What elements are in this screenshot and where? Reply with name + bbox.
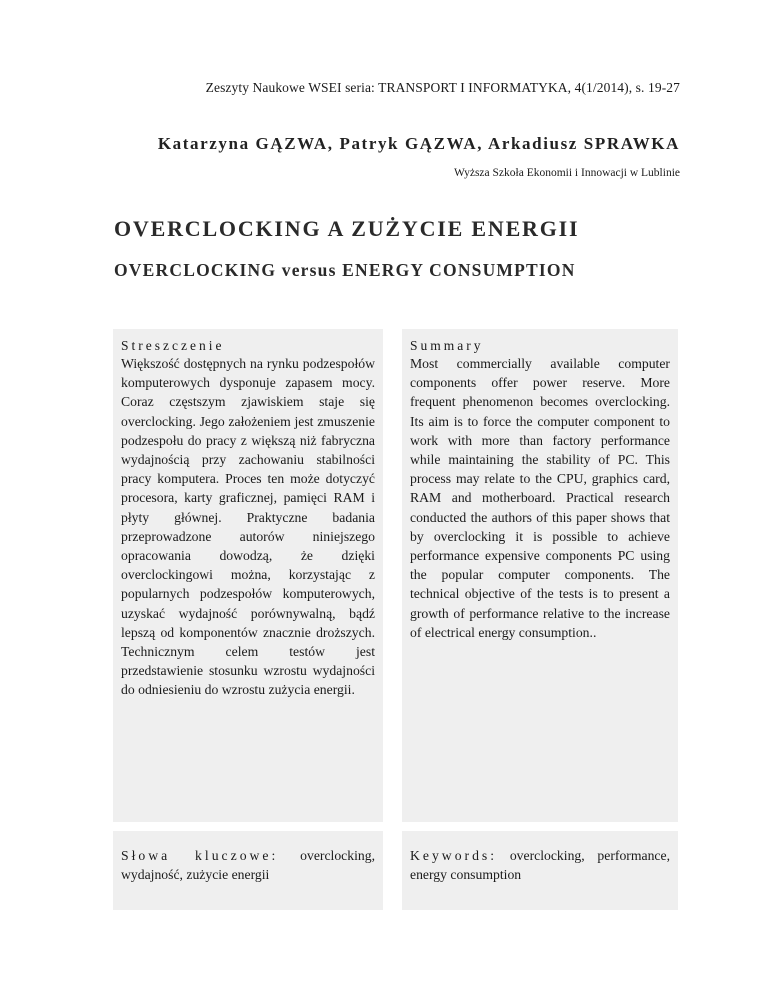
keywords-english-text: overclocking, performance, energy consumption (410, 848, 670, 883)
keywords-english (410, 846, 670, 884)
affiliation: Wyższa Szkoła Ekonomii i Innowacji w Lublinie (453, 167, 680, 179)
paper-title-english: OVERCLOCKING versus ENERGY CONSUMPTION (114, 260, 576, 280)
abstract-polish-panel (113, 329, 383, 822)
abstract-english-heading: Summary (410, 338, 484, 353)
abstract-polish-text: Większość dostępnych na rynku podzespołów komputerowych dysponuje zapasem mocy. Coraz częstszym zjawiskiem staje się overclocking. Jego założeniem jest zmuszenie podzespołu do pracy z większą niż fabryczna wydajnością przy zachowaniu stabilności pracy komputera. Proces ten może dotyczyć procesora, karty graficznej, pamięci RAM i płyty głównej. Praktyczne badania przeprowadzone autorów niniejszego opracowania dowodzą, że dzięki overclockingowi można, korzystając z popularnych podzespołów komputerowych, uzyskać wydajność porównywalną, bądź lepszą od komponentów znacznie droższych. Technicznym celem testów jest przedstawienie stosunku wzrostu wydajności do odniesieniu do wzrostu zużycia energii. (121, 356, 375, 698)
abstract-polish-heading: Streszczenie (121, 338, 225, 353)
paper-title-polish: OVERCLOCKING A ZUŻYCIE ENERGII (114, 216, 580, 241)
abstract-english-text: Most commercially available computer components offer power reserve. More frequent phenomenon becomes overclocking. Its aim is to force the computer component to work with more than factory performance while maintaining the stability of PC. This process may relate to the CPU, graphics card, RAM and motherboard. Practical research conducted the authors of this paper shows that by overclocking it is possible to achieve performance expensive components PC using the popular computer components. The technical objective of the tests is to present a growth of performance relative to the increase of electrical energy consumption.. (410, 356, 670, 640)
keywords-polish-panel (113, 831, 383, 910)
keywords-polish-text: overclocking, wydajność, zużycie energii (121, 848, 375, 883)
author-list: Katarzyna GĄZWA, Patryk GĄZWA, Arkadiusz SPRAWKA (157, 134, 680, 153)
journal-citation: Zeszyty Naukowe WSEI seria: TRANSPORT I INFORMATYKA, 4(1/2014), s. 19-27 (205, 80, 680, 95)
abstract-english-panel (402, 329, 678, 822)
keywords-polish-label: Słowa kluczowe: (121, 848, 279, 863)
keywords-polish (121, 846, 375, 884)
keywords-english-label: Keywords: (410, 848, 498, 863)
keywords-english-panel (402, 831, 678, 910)
